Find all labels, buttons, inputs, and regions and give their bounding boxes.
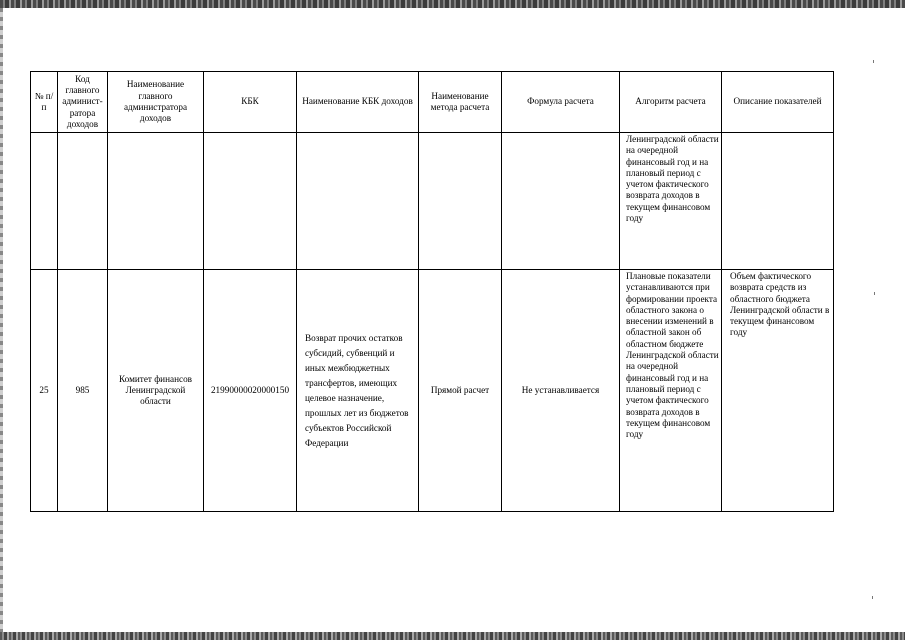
header-method: Наименование метода расчета	[419, 72, 502, 133]
cell-num: 25	[31, 270, 58, 512]
cell-code	[58, 133, 108, 270]
income-calculation-table	[30, 71, 834, 512]
cell-formula	[502, 133, 620, 270]
cell-method	[419, 133, 502, 270]
scan-speck	[872, 596, 873, 599]
scan-edge-top	[0, 0, 905, 8]
cell-code: 985	[58, 270, 108, 512]
header-algorithm: Алгоритм расчета	[620, 72, 722, 133]
scan-edge-right	[893, 8, 905, 632]
cell-algorithm: Плановые показатели устанавливаются при формировании проекта областного закона о внесении изменений в областной закон об областном бюджете Ленинградской области на очередной финансовый год и на плановый период с учетом фактического возврата доходов в текущем финансовом году	[620, 270, 722, 512]
header-num: № п/п	[31, 72, 58, 133]
cell-formula: Не устанавливается	[502, 270, 620, 512]
scan-speck	[873, 60, 874, 63]
cell-num	[31, 133, 58, 270]
header-code: Код главного админист-ратора доходов	[58, 72, 108, 133]
cell-kbk-name: Возврат прочих остатков субсидий, субвенций и иных межбюджетных трансфертов, имеющих целевое назначение, прошлых лет из бюджетов субъектов Российской Федерации	[297, 270, 419, 512]
scan-edge-left	[0, 8, 3, 632]
cell-kbk-name	[297, 133, 419, 270]
table-row-25	[31, 270, 834, 512]
cell-kbk: 21990000020000150	[204, 270, 297, 512]
header-kbk-name: Наименование КБК доходов	[297, 72, 419, 133]
header-kbk: КБК	[204, 72, 297, 133]
table-header-row	[31, 72, 834, 133]
cell-description	[722, 133, 834, 270]
scan-speck	[874, 292, 875, 295]
header-admin-name: Наименование главного администратора доходов	[108, 72, 204, 133]
cell-kbk	[204, 133, 297, 270]
cell-method: Прямой расчет	[419, 270, 502, 512]
header-formula: Формула расчета	[502, 72, 620, 133]
cell-description: Объем фактического возврата средств из областного бюджета Ленинградской области в текущем финансовом году	[722, 270, 834, 512]
cell-algorithm: Ленинградской области на очередной финансовый год и на плановый период с учетом фактического возврата доходов в текущем финансовом году	[620, 133, 722, 270]
table-row-continuation	[31, 133, 834, 270]
header-description: Описание показателей	[722, 72, 834, 133]
scan-edge-bottom	[0, 632, 905, 640]
cell-admin-name	[108, 133, 204, 270]
cell-admin-name: Комитет финансов Ленинградской области	[108, 270, 204, 512]
